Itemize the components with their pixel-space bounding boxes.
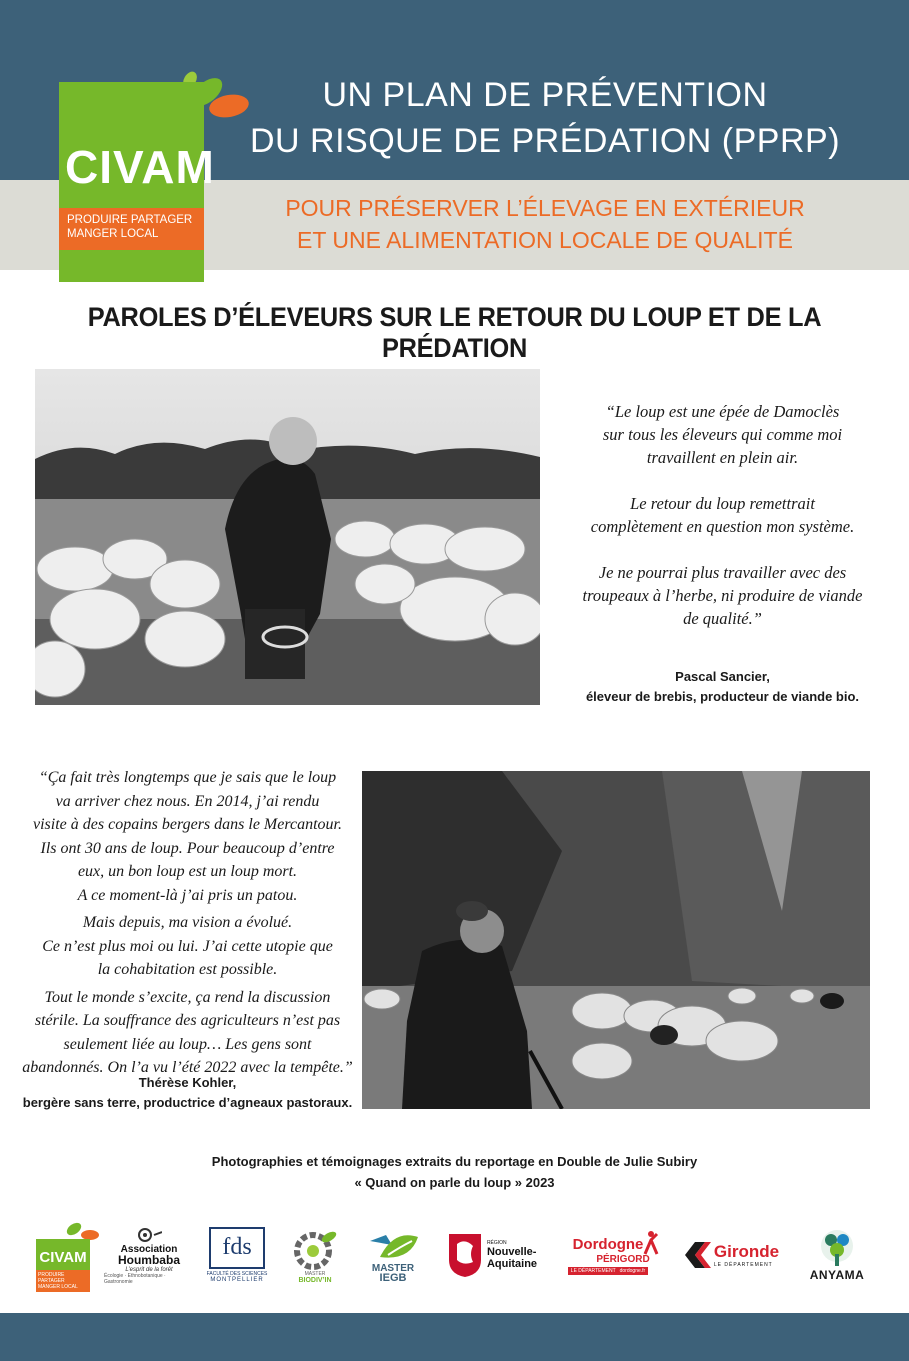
partner-iegb-logo: MASTER IEGB bbox=[358, 1210, 428, 1300]
figure-icon bbox=[641, 1230, 659, 1256]
photo-shepherdess-flock bbox=[362, 771, 870, 1109]
tree-icon bbox=[817, 1228, 857, 1268]
partner-civam-logo: CIVAM PRODUIRE PARTAGER MANGER LOCAL bbox=[32, 1210, 102, 1300]
partner-dordogne-logo: Dordogne PÉRIGORD LE DÉPARTEMENT dordogne.fr bbox=[552, 1210, 664, 1300]
arrow-mark-icon bbox=[683, 1240, 711, 1270]
partner-nouvelle-aquitaine-logo: RÉGION Nouvelle- Aquitaine bbox=[438, 1210, 546, 1300]
partner-anyama-logo: ANYAMA bbox=[796, 1210, 878, 1300]
partner-logos bbox=[30, 1210, 890, 1300]
partner-biodivin-logo: MASTER BIODIV’IN bbox=[280, 1210, 350, 1300]
partner-gironde-logo: Gironde LE DÉPARTEMENT bbox=[674, 1210, 788, 1300]
partner-fds-logo: fds FACULTÉ DES SCIENCES MONTPELLIER bbox=[202, 1210, 272, 1300]
author-pascal-sancier: Pascal Sancier, éleveur de brebis, producteur de viande bio. bbox=[585, 669, 860, 704]
page-subtitle: POUR PRÉSERVER L’ÉLEVAGE EN EXTÉRIEUR ET UNE ALIMENTATION LOCALE DE QUALITÉ bbox=[285, 195, 805, 253]
author-therese-kohler: Thérèse Kohler, bergère sans terre, productrice d’agneaux pastoraux. bbox=[22, 1075, 353, 1110]
page-title: UN PLAN DE PRÉVENTION DU RISQUE DE PRÉDATION (PPRP) bbox=[249, 76, 841, 160]
quote-pascal-sancier: “Le loup est une épée de Damoclès sur tous les éleveurs qui comme moi travaillent en plein air. Le retour du loup remettrait complètement en question mon système. Je ne pourrai plus travailler avec des troupeaux à l’herbe, ni produire de viande de qualité.” bbox=[582, 402, 863, 628]
section-title: PAROLES D’ÉLEVEURS SUR LE RETOUR DU LOUP ET DE LA PRÉDATION bbox=[87, 302, 822, 363]
photo-shepherd-sheep bbox=[35, 369, 540, 705]
lion-shield-icon bbox=[447, 1232, 483, 1278]
photo-credits: Photographies et témoignages extraits du reportage en Double de Julie Subiry « Quand on parle du loup » 2023 bbox=[211, 1154, 698, 1190]
owl-eye-icon bbox=[136, 1226, 162, 1244]
quote-therese-kohler: “Ça fait très longtemps que je sais que le loup va arriver chez nous. En 2014, j’ai rendu visite à des copains bergers dans le Mercantour. Ils ont 30 ans de loup. Pour beaucoup d’entre eux, un bon loup est un loup mort. A ce moment-là j’ai pris un patou. Mais depuis, ma vision a évolué. Ce n’est plus moi ou lui. J’ai cette utopie que la cohabitation est possible. Tout le monde s’excite, ça rend la discussion stérile. La souffrance des agriculteurs n’est pas seulement liée au loup… Les gens sont abandonnés. On l’a vu l’été 2022 avec la tempête.” bbox=[22, 769, 353, 1076]
logo-tagline: PRODUIRE PARTAGER MANGER LOCAL bbox=[67, 214, 193, 240]
logo-brand: CIVAM bbox=[65, 141, 215, 193]
gear-icon bbox=[289, 1227, 341, 1271]
footer-band bbox=[0, 1313, 909, 1361]
leaf-drop-icon bbox=[366, 1227, 420, 1263]
partner-houmbaba-logo: Association Houmbaba L’esprit de la forêt Écologie · Ethnobotanique · Gastronomie bbox=[104, 1210, 194, 1300]
